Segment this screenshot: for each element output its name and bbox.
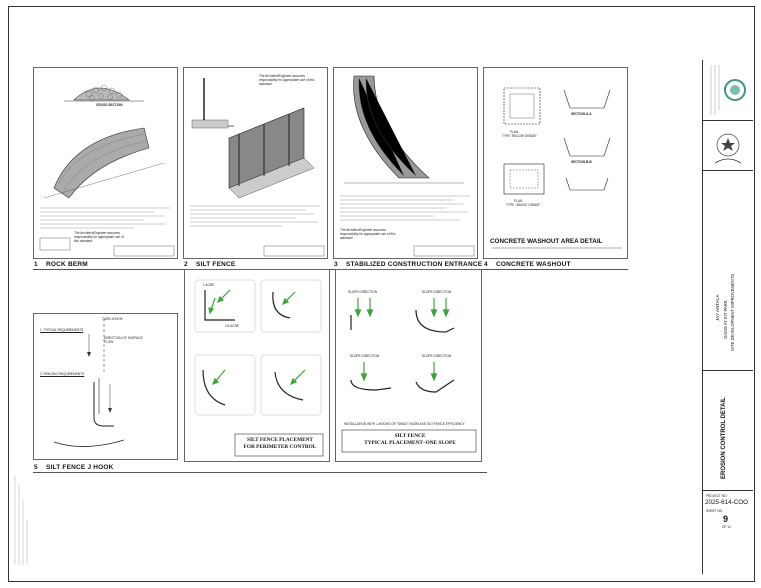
firm-block xyxy=(703,60,753,120)
caption-silt-fence: 2 SILT FENCE xyxy=(184,261,236,268)
entrance-panel xyxy=(333,67,478,259)
plan-above-label: PLAN xyxy=(514,199,523,203)
washout-panel xyxy=(483,67,628,259)
left-margin-notes xyxy=(10,470,32,570)
entrance-engineer-note: The Architect/Engineer assumes responsibility for appropriate use of this standard. xyxy=(340,228,396,240)
washout-detail-title: CONCRETE WASHOUT AREA DETAIL xyxy=(490,238,603,245)
silt-fence-panel xyxy=(183,67,328,259)
sheet-of: OF 12 xyxy=(722,525,731,529)
engineer-seal xyxy=(703,121,753,171)
caption-washout: 4 CONCRETE WASHOUT xyxy=(484,261,571,268)
silt-fence-drawing xyxy=(184,68,327,258)
project-block xyxy=(703,170,753,370)
rock-berm-panel xyxy=(33,67,178,259)
project-number-label: PROJECT NO. xyxy=(706,494,728,498)
silt-fence-engineer-note: The Architect/Engineer assumes responsibility for appropriate use of this standard. xyxy=(259,74,315,86)
sheet-number: 9 xyxy=(723,514,729,524)
section-b-label: SECTION B-B xyxy=(571,160,592,164)
sheet-no-label: SHEET NO. xyxy=(706,509,724,513)
rock-berm-drawing xyxy=(34,68,177,258)
title-block xyxy=(702,60,753,574)
plan-below-sub: TYPE "BELOW GRADE" xyxy=(502,134,538,138)
project-number: 2025-614-COO xyxy=(705,499,749,506)
sheet-title-block xyxy=(703,370,753,490)
rock-berm-engineer-note: The Architect/Engineer assumes responsibility for appropriate use of this standard. xyxy=(74,231,124,243)
plan-above-sub: TYPE "ABOVE GRADE" xyxy=(506,203,541,207)
project-line-2: OASIS AT KIT PARK xyxy=(723,300,728,339)
jhook-direction-label: DIRECTION OF SURFACE FLOW xyxy=(104,336,143,344)
slope-direction-label-4: SLOPE DIRECTION xyxy=(422,354,452,358)
perimeter-1-acre-label: 1 ACRE xyxy=(203,283,215,287)
one-slope-footer: INSTALLATION WITH J-HOOKS OR "SMILE" INCREASE SILT FENCE EFFICIENCY xyxy=(344,422,465,426)
caption-jhook: 5 SILT FENCE J HOOK xyxy=(34,464,114,471)
washout-drawing xyxy=(484,68,627,258)
slope-direction-label-3: SLOPE DIRECTION xyxy=(350,354,380,358)
slope-direction-label-2: SLOPE DIRECTION xyxy=(422,290,452,294)
project-line-3: SITE DEVELOPMENT IMPROVEMENTS xyxy=(730,273,735,351)
one-slope-title: SILT FENCE TYPICAL PLACEMENT–ONE SLOPE xyxy=(364,433,456,446)
sheet-title: EROSION CONTROL DETAIL xyxy=(721,397,727,479)
slope-direction-label-1: SLOPE DIRECTION xyxy=(348,290,378,294)
jhook-typical-label: 1. TYPICAL REQUIREMENTS xyxy=(40,328,84,332)
plan-below-label: PLAN xyxy=(510,130,519,134)
caption-rock-berm: 1 ROCK BERM xyxy=(34,261,88,268)
caption-entrance: 3 STABILIZED CONSTRUCTION ENTRANCE xyxy=(334,261,483,268)
project-line-1: JAY ANTALA xyxy=(715,294,720,321)
jhook-spacing-label: 2. SPACING REQUIREMENTS xyxy=(40,372,85,376)
seal-block xyxy=(703,120,753,170)
perimeter-title: SILT FENCE PLACEMENT FOR PERIMETER CONTROL xyxy=(243,437,317,450)
jhook-top-label: TURN JHOOK xyxy=(102,317,123,321)
bottom-row-caption-rule xyxy=(33,472,487,473)
one-slope-panel xyxy=(335,269,482,462)
top-row-caption-rule xyxy=(33,269,628,270)
sheet-number-block xyxy=(703,490,753,574)
cross-section-label: CROSS SECTION xyxy=(96,103,123,107)
section-a-label: SECTION A-A xyxy=(571,112,592,116)
perimeter-drawing xyxy=(185,270,329,461)
perimeter-panel xyxy=(184,269,330,462)
jhook-panel xyxy=(33,313,178,460)
firm-logo xyxy=(703,60,753,120)
perimeter-quarter-acre-label: 1/4 ACRE xyxy=(225,324,239,328)
